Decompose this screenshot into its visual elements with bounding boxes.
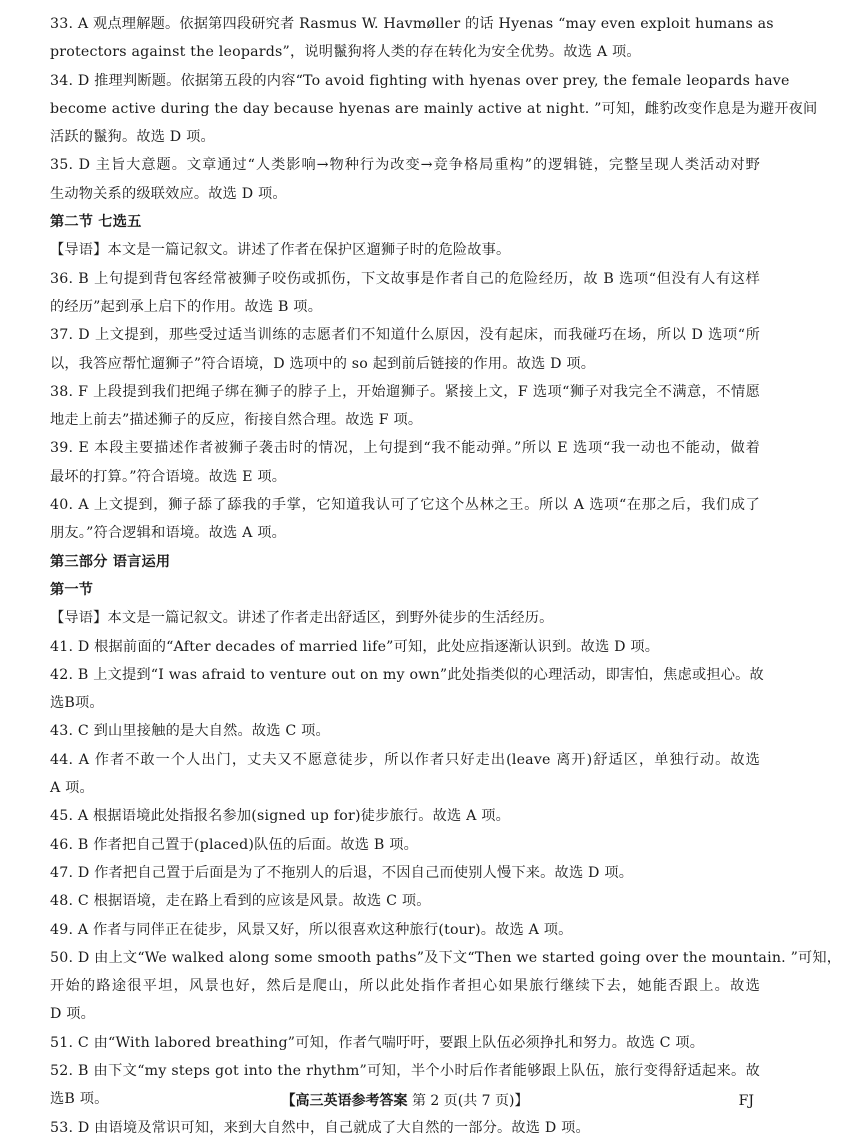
text-line: 52. B 由下文“my steps got into the rhythm”可知，半个小时后作者能够跟上队伍，旅行变得舒适起来。故 [50, 1062, 760, 1079]
text-line: A 项。 [50, 780, 94, 797]
text-line: 选B 项。 [50, 1091, 109, 1108]
text-line: 49. A 作者与同伴正在徒步，风景又好，所以很喜欢这种旅行(tour)。故选 A 项。 [50, 921, 573, 938]
text-line: 35. D 主旨大意题。文章通过“人类影响→物种行为改变→竞争格局重构”的逻辑链，完整呈现人类活动对野 [50, 157, 760, 174]
section-heading: 第三部分 语言运用 [50, 553, 171, 570]
text-line: protectors against the leopards”，说明鬣狗将人类的存在转化为安全优势。故选 A 项。 [50, 44, 641, 61]
text-line: 37. D 上文提到，那些受过适当训练的志愿者们不知道什么原因，没有起床，而我碰巧在场，所以 D 选项“所 [50, 327, 760, 344]
text-line: 51. C 由“With labored breathing”可知，作者气喘吁吁，要跟上队伍必须挣扎和努力。故选 C 项。 [50, 1034, 705, 1051]
text-line: 39. E 本段主要描述作者被狮子袭击时的情况，上句提到“我不能动弹。”所以 E 选项“我一动也不能动，做着 [50, 440, 760, 457]
text-line: 的经历”起到承上启下的作用。故选 B 项。 [50, 298, 323, 315]
text-line: 40. A 上文提到，狮子舔了舔我的手掌，它知道我认可了它这个丛林之王。所以 A 选项“在那之后，我们成了 [50, 497, 760, 514]
page-footer [50, 1087, 760, 1115]
text-line: 41. D 根据前面的“After decades of married life”可知，此处应指逐渐认识到。故选 D 项。 [50, 638, 660, 655]
footer-page-number: 第 2 页(共 7 页)】 [411, 1093, 529, 1109]
footer-region-code: FJ [738, 1093, 754, 1109]
text-line: 46. B 作者把自己置于(placed)队伍的后面。故选 B 项。 [50, 836, 419, 853]
text-line: 地走上前去”描述狮子的反应，衔接自然合理。故选 F 项。 [50, 412, 423, 429]
footer-title: 【高三英语参考答案 [281, 1093, 408, 1109]
text-line: 53. D 由语境及常识可知，来到大自然中，自己就成了大自然的一部分。故选 D 项。 [50, 1119, 590, 1136]
footer-center [50, 1087, 760, 1115]
text-line: 【导语】本文是一篇记叙文。讲述了作者走出舒适区，到野外徒步的生活经历。 [50, 610, 554, 627]
text-line: 生动物关系的级联效应。故选 D 项。 [50, 185, 287, 202]
text-line: 50. D 由上文“We walked along some smooth paths”及下文“Then we started going over the mountain. ”可知， [50, 949, 841, 966]
text-line: 36. B 上句提到背包客经常被狮子咬伤或抓伤，下文故事是作者自己的危险经历，故 B 选项“但没有人有这样 [50, 270, 760, 287]
text-line: 活跃的鬣狗。故选 D 项。 [50, 129, 215, 146]
text-line: 48. C 根据语境，走在路上看到的应该是风景。故选 C 项。 [50, 893, 431, 910]
text-line: 47. D 作者把自己置于后面是为了不拖别人的后退，不因自己而使别人慢下来。故选 D 项。 [50, 864, 634, 881]
text-line: 38. F 上段提到我们把绳子绑在狮子的脖子上，开始遛狮子。紧接上文，F 选项“狮子对我完全不满意，不情愿 [50, 383, 760, 400]
text-line: 45. A 根据语境此处指报名参加(signed up for)徒步旅行。故选 A 项。 [50, 808, 511, 825]
text-line: 34. D 推理判断题。依据第五段的内容“To avoid fighting with hyenas over prey, the female leopards have [50, 72, 790, 89]
text-line: 33. A 观点理解题。依据第四段研究者 Rasmus W. Havmøller 的话 Hyenas “may even exploit humans as [50, 16, 774, 32]
text-line: 42. B 上文提到“I was afraid to venture out on my own”此处指类似的心理活动，即害怕，焦虑或担心。故 [50, 666, 764, 683]
text-line: become active during the day because hyenas are mainly active at night. ”可知，雌豹改变作息是为避开夜间 [50, 100, 818, 117]
text-line: D 项。 [50, 1006, 96, 1023]
text-line: 44. A 作者不敢一个人出门，丈夫又不愿意徒步，所以作者只好走出(leave 离开)舒适区，单独行动。故选 [50, 751, 760, 768]
section-heading: 第二节 七选五 [50, 214, 142, 231]
text-line: 最坏的打算。”符合语境。故选 E 项。 [50, 468, 287, 485]
section-heading: 第一节 [50, 581, 94, 598]
text-line: 43. C 到山里接触的是大自然。故选 C 项。 [50, 723, 330, 740]
text-line: 【导语】本文是一篇记叙文。讲述了作者在保护区遛狮子时的危险故事。 [50, 242, 511, 259]
text-line: 选B项。 [50, 695, 104, 712]
answer-content [50, 10, 841, 1142]
text-line: 朋友。”符合逻辑和语境。故选 A 项。 [50, 525, 287, 542]
text-line: 开始的路途很平坦，风景也好，然后是爬山，所以此处指作者担心如果旅行继续下去，她能否跟上。故选 [50, 978, 760, 995]
text-line: 以，我答应帮忙遛狮子”符合语境，D 选项中的 so 起到前后链接的作用。故选 D 项。 [50, 355, 596, 372]
